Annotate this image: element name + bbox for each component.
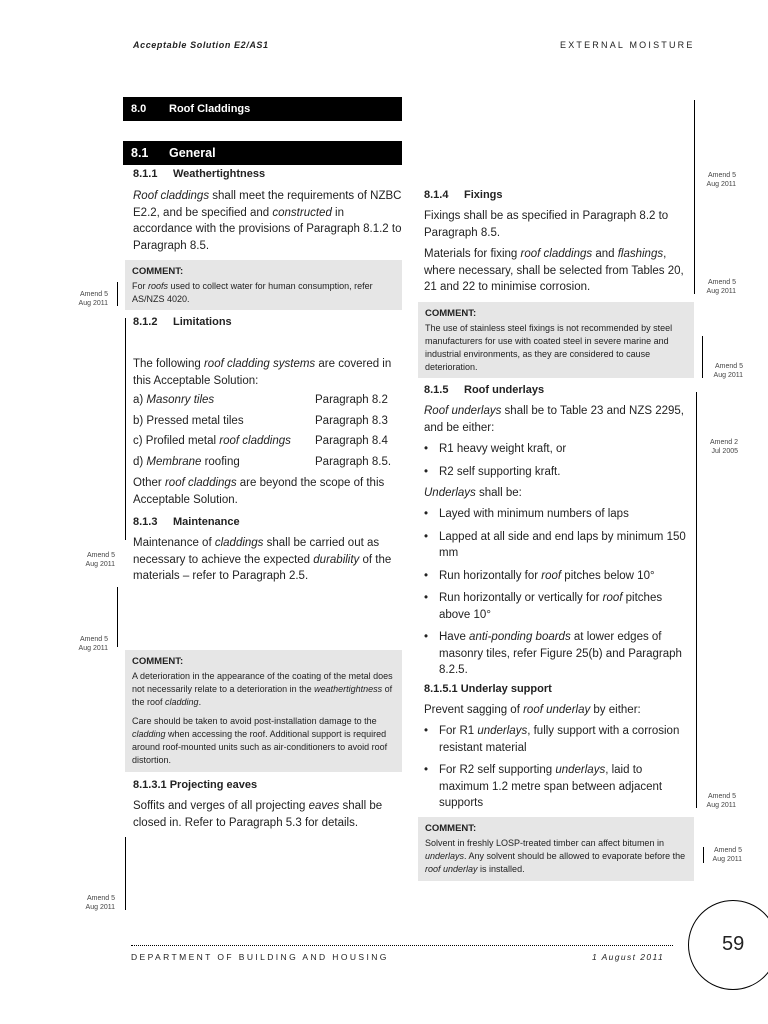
- heading-8-1-3-1: 8.1.3.1 Projecting eaves: [133, 779, 258, 791]
- underlay-support-list: [424, 723, 694, 812]
- footer-date: 1 August 2011: [592, 952, 665, 962]
- amend-note: Amend 5 Aug 2011: [85, 552, 115, 568]
- footer-rule: [131, 945, 673, 946]
- amend-note: Amend 2 Jul 2005: [709, 439, 738, 455]
- amend-bar: [117, 587, 118, 647]
- list-item: • Run horizontally or vertically for roof pitches above 10°: [424, 592, 663, 621]
- list-item: • R2 self supporting kraft.: [424, 465, 561, 478]
- section-number: 8.1: [131, 146, 149, 160]
- paragraph-8-1-3: Maintenance of claddings shall be carried out as necessary to achieve the expected durability of the materials – refer to Paragraph 2.5.: [133, 537, 392, 582]
- comment-box-stainless: COMMENT: The use of stainless steel fixings is not recommended by steel manufacturers for use with coated steel in severe marine and industrial environments, as they are considered to cause deterioration.: [418, 302, 694, 378]
- list-item: • For R2 self supporting underlays, laid to maximum 1.2 metre span between adjacent supports: [424, 764, 663, 809]
- page-number: 59: [722, 933, 745, 955]
- section-number: 8.0: [131, 103, 147, 115]
- heading-8-1-1: 8.1.1 Weathertightness: [133, 168, 266, 180]
- heading-8-1-2: 8.1.2 Limitations: [133, 316, 232, 328]
- amend-bar: [117, 282, 118, 306]
- list-item: • For R1 underlays, fully support with a corrosion resistant material: [424, 725, 680, 754]
- heading-8-1-5-1: 8.1.5.1 Underlay support: [424, 683, 552, 695]
- heading-8-1-4: 8.1.4 Fixings: [424, 189, 503, 201]
- underlay-types-list: [424, 441, 694, 480]
- paragraph-8-1-4-a: Fixings shall be as specified in Paragraph 8.2 to Paragraph 8.5.: [424, 210, 669, 239]
- comment-box-losp: COMMENT: Solvent in freshly LOSP-treated timber can affect bitumen in underlays. Any solvent should be allowed to evaporate before the roof underlay is installed.: [418, 817, 694, 881]
- comment-title: COMMENT:: [425, 308, 477, 319]
- list-item: b) Pressed metal tiles Paragraph 8.3: [133, 414, 388, 427]
- list-item: • R1 heavy weight kraft, or: [424, 443, 567, 455]
- cladding-systems-list: [133, 392, 403, 470]
- list-item: • Layed with minimum numbers of laps: [424, 508, 629, 520]
- paragraph-8-1-5: Roof underlays shall be to Table 23 and NZS 2295, and be either:: [424, 405, 684, 434]
- amend-note: Amend 5 Aug 2011: [706, 172, 736, 188]
- list-item: • Lapped at all side and end laps by minimum 150 mm: [424, 530, 686, 559]
- heading-8-1-3: 8.1.3 Maintenance: [133, 516, 240, 528]
- paragraph-8-1-5-1: Prevent sagging of roof underlay by either:: [424, 704, 641, 716]
- list-item: c) Profiled metal roof claddings Paragraph 8.4: [133, 435, 388, 447]
- section-title: Roof Claddings: [169, 103, 251, 115]
- amend-note: Amend 5 Aug 2011: [78, 636, 108, 652]
- amend-bar: [696, 392, 697, 808]
- amend-bar: [125, 837, 126, 910]
- section-title: General: [169, 146, 216, 160]
- heading-8-1-5: 8.1.5 Roof underlays: [424, 384, 545, 396]
- paragraph-underlays: Underlays shall be:: [424, 487, 522, 499]
- list-item: • Run horizontally for roof pitches below 10°: [424, 569, 655, 582]
- paragraph-scope: Other roof claddings are beyond the scope of this Acceptable Solution.: [133, 477, 385, 506]
- amend-note: Amend 5 Aug 2011: [713, 363, 743, 379]
- comment-box-coating: COMMENT: A deterioration in the appearance of the coating of the metal does not necessarily relate to a deterioration in the weathertightness of the roof cladding. Care should be taken to avoid post-installation damage to the cladding when accessing the roof. Additional support is required around roof-mounted units such as air-conditioners to avoid roof distortion.: [125, 650, 402, 772]
- amend-note: Amend 5 Aug 2011: [706, 279, 736, 295]
- comment-title: COMMENT:: [132, 656, 184, 667]
- amend-note: Amend 5 Aug 2011: [712, 847, 742, 863]
- paragraph-8-1-1: Roof claddings shall meet the requirements of NZBC E2.2, and be specified and constructed in accordance with the provisions of Paragraph 8.1.2 to Paragraph 8.5.: [133, 190, 402, 252]
- comment-box-roofs: COMMENT: For roofs used to collect water for human consumption, refer AS/NZS 4020.: [125, 260, 402, 310]
- list-item: • Have anti-ponding boards at lower edges of masonry tiles, refer Figure 25(b) and Paragraph 8.2.5.: [424, 631, 682, 676]
- paragraph-8-1-2: The following roof cladding systems are covered in this Acceptable Solution:: [133, 358, 392, 387]
- amend-note: Amend 5 Aug 2011: [706, 793, 736, 809]
- comment-title: COMMENT:: [132, 266, 184, 277]
- running-header-right: EXTERNAL MOISTURE: [560, 40, 695, 50]
- comment-title: COMMENT:: [425, 823, 477, 834]
- list-item: a) Masonry tiles Paragraph 8.2: [133, 394, 388, 406]
- list-item: d) Membrane roofing Paragraph 8.5.: [133, 455, 392, 468]
- section-bar-8-1: [123, 141, 402, 165]
- running-header-left: Acceptable Solution E2/AS1: [133, 40, 269, 50]
- paragraph-8-1-3-1: Soffits and verges of all projecting eaves shall be closed in. Refer to Paragraph 5.3 for details.: [133, 800, 383, 829]
- paragraph-8-1-4-b: Materials for fixing roof claddings and flashings, where necessary, shall be selected from Tables 20, 21 and 22 to minimise corrosion.: [424, 248, 684, 293]
- amend-bar: [125, 318, 126, 540]
- amend-note: Amend 5 Aug 2011: [78, 291, 108, 307]
- section-bar-8-0: [123, 97, 402, 121]
- amend-bar: [694, 100, 695, 294]
- amend-note: Amend 5 Aug 2011: [85, 895, 115, 911]
- footer-department: DEPARTMENT OF BUILDING AND HOUSING: [131, 952, 389, 962]
- underlay-requirements-list: [424, 506, 694, 679]
